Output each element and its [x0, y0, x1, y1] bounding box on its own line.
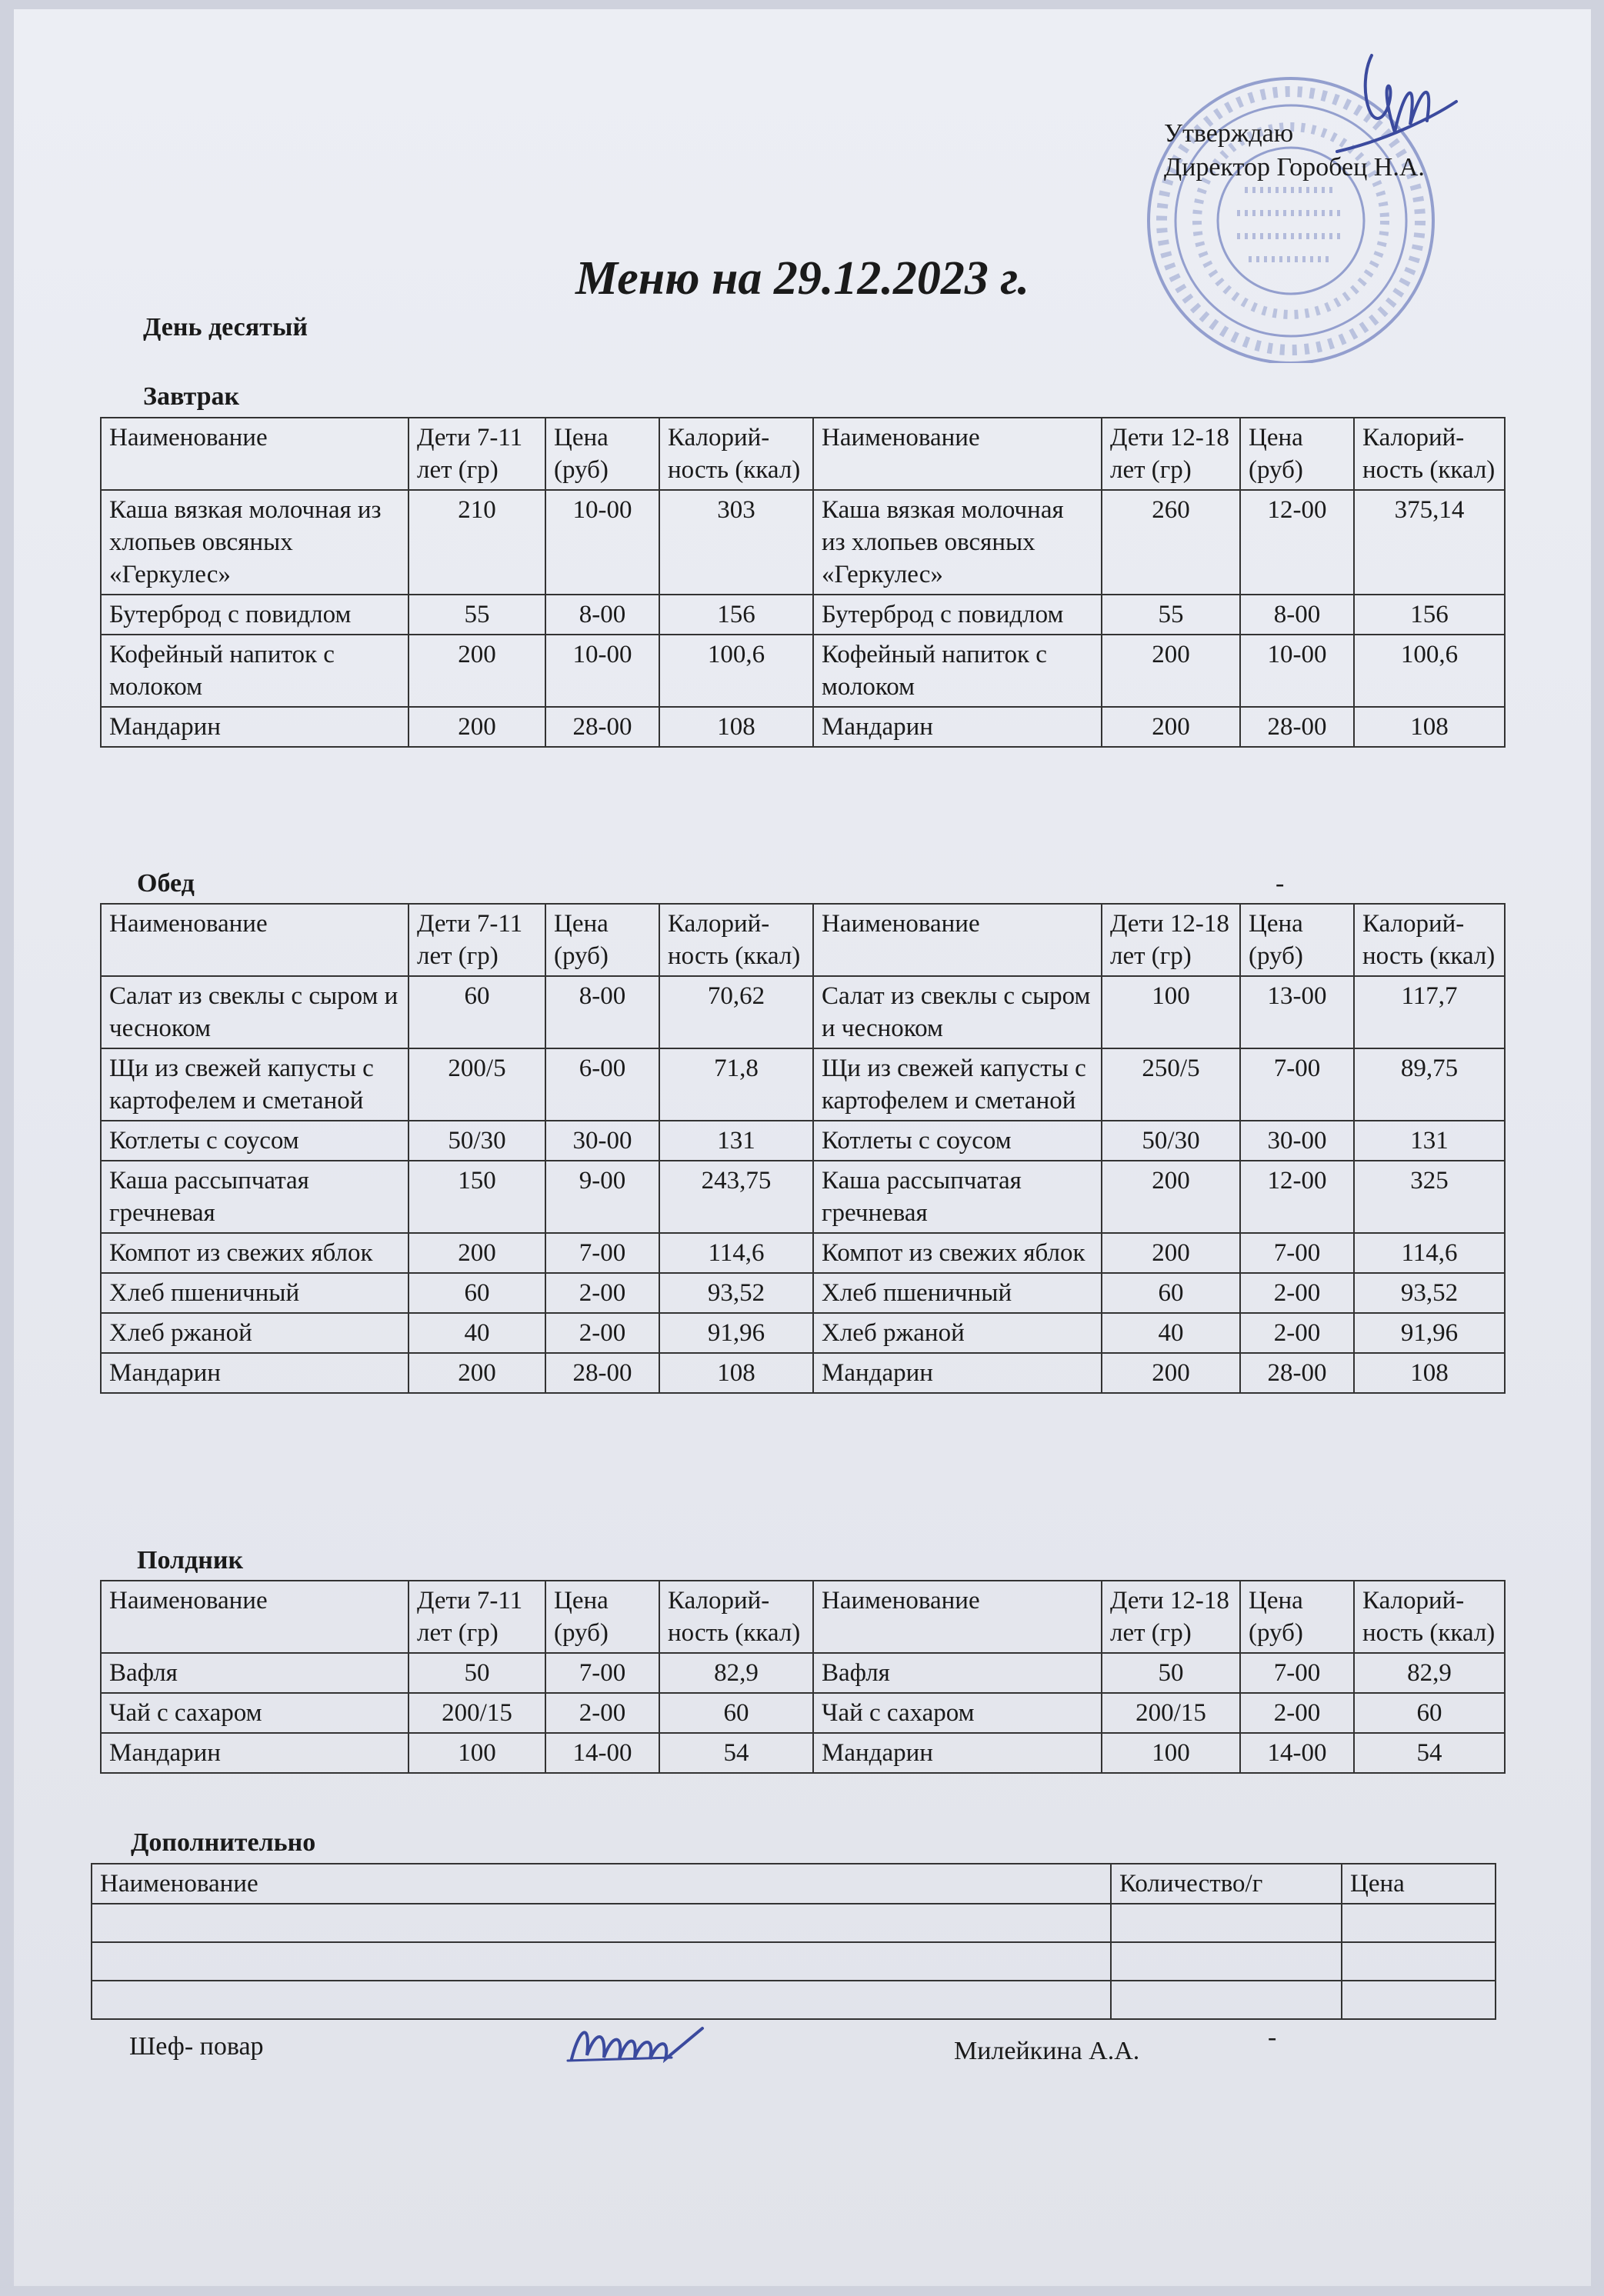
header-name: Наименование — [813, 1581, 1102, 1653]
dish-name: Щи из свежей капусты с картофелем и сметаной — [813, 1048, 1102, 1121]
table-row — [92, 1981, 1496, 2019]
header-name: Наименование — [92, 1864, 1111, 1904]
portion: 60 — [409, 976, 545, 1048]
table-row — [92, 1904, 1496, 1942]
empty-cell — [92, 1942, 1111, 1981]
calories: 91,96 — [659, 1313, 813, 1353]
portion: 200 — [409, 635, 545, 707]
dish-name: Котлеты с соусом — [813, 1121, 1102, 1161]
portion: 200 — [1102, 1161, 1240, 1233]
header-calories: Калорий-ность (ккал) — [1354, 418, 1505, 490]
header-calories: Калорий-ность (ккал) — [1354, 904, 1505, 976]
menu-title: Меню на 29.12.2023 г. — [575, 252, 1029, 305]
extra-title: Дополнительно — [131, 1828, 316, 1857]
header-kids-7-11: Дети 7-11 лет (гр) — [409, 418, 545, 490]
table-row — [101, 707, 1505, 747]
portion: 200/5 — [409, 1048, 545, 1121]
calories: 156 — [1354, 595, 1505, 635]
price: 28-00 — [545, 1353, 659, 1393]
table-row — [101, 595, 1505, 635]
dish-name: Каша вязкая молочная из хлопьев овсяных «Геркулес» — [101, 490, 409, 595]
calories: 108 — [659, 707, 813, 747]
dish-name: Хлеб ржаной — [813, 1313, 1102, 1353]
dish-name: Мандарин — [101, 1733, 409, 1773]
dish-name: Компот из свежих яблок — [101, 1233, 409, 1273]
header-name: Наименование — [813, 904, 1102, 976]
price: 30-00 — [545, 1121, 659, 1161]
dish-name: Мандарин — [101, 1353, 409, 1393]
portion: 200 — [1102, 707, 1240, 747]
calories: 100,6 — [659, 635, 813, 707]
calories: 375,14 — [1354, 490, 1505, 595]
header-kids-7-11: Дети 7-11 лет (гр) — [409, 1581, 545, 1653]
table-header-row — [101, 418, 1505, 490]
dish-name: Чай с сахаром — [813, 1693, 1102, 1733]
portion: 260 — [1102, 490, 1240, 595]
calories: 82,9 — [1354, 1653, 1505, 1693]
calories: 70,62 — [659, 976, 813, 1048]
dish-name: Мандарин — [101, 707, 409, 747]
table-row — [92, 1942, 1496, 1981]
price: 2-00 — [545, 1273, 659, 1313]
dish-name: Каша вязкая молочная из хлопьев овсяных «Геркулес» — [813, 490, 1102, 595]
portion: 40 — [1102, 1313, 1240, 1353]
calories: 114,6 — [659, 1233, 813, 1273]
calories: 100,6 — [1354, 635, 1505, 707]
portion: 200 — [1102, 635, 1240, 707]
price: 28-00 — [1240, 1353, 1354, 1393]
portion: 50 — [1102, 1653, 1240, 1693]
dish-name: Компот из свежих яблок — [813, 1233, 1102, 1273]
header-price: Цена (руб) — [545, 904, 659, 976]
dish-name: Кофейный напиток с молоком — [101, 635, 409, 707]
calories: 54 — [659, 1733, 813, 1773]
dish-name: Чай с сахаром — [101, 1693, 409, 1733]
table-row — [101, 1161, 1505, 1233]
calories: 71,8 — [659, 1048, 813, 1121]
portion: 100 — [409, 1733, 545, 1773]
empty-cell — [1342, 1942, 1496, 1981]
price: 12-00 — [1240, 490, 1354, 595]
header-kids-12-18: Дети 12-18 лет (гр) — [1102, 904, 1240, 976]
portion: 40 — [409, 1313, 545, 1353]
chef-name: Милейкина А.А. — [954, 2037, 1140, 2065]
lunch-title: Обед — [137, 869, 195, 898]
calories: 54 — [1354, 1733, 1505, 1773]
dish-name: Хлеб ржаной — [101, 1313, 409, 1353]
price: 7-00 — [545, 1233, 659, 1273]
lunch-table — [100, 903, 1506, 1394]
dish-name: Каша рассыпчатая гречневая — [813, 1161, 1102, 1233]
snack-title: Полдник — [137, 1546, 244, 1575]
table-row — [101, 976, 1505, 1048]
table-row — [101, 1653, 1505, 1693]
calories: 243,75 — [659, 1161, 813, 1233]
portion: 50/30 — [1102, 1121, 1240, 1161]
breakfast-table — [100, 417, 1506, 748]
calories: 89,75 — [1354, 1048, 1505, 1121]
header-price: Цена (руб) — [1240, 418, 1354, 490]
calories: 82,9 — [659, 1653, 813, 1693]
portion: 200 — [1102, 1353, 1240, 1393]
calories: 108 — [1354, 707, 1505, 747]
portion: 210 — [409, 490, 545, 595]
dish-name: Мандарин — [813, 707, 1102, 747]
dish-name: Щи из свежей капусты с картофелем и сметаной — [101, 1048, 409, 1121]
header-name: Наименование — [813, 418, 1102, 490]
header-price: Цена (руб) — [545, 418, 659, 490]
portion: 55 — [1102, 595, 1240, 635]
header-kids-12-18: Дети 12-18 лет (гр) — [1102, 1581, 1240, 1653]
portion: 60 — [1102, 1273, 1240, 1313]
portion: 50 — [409, 1653, 545, 1693]
header-price: Цена (руб) — [1240, 904, 1354, 976]
table-header-row — [92, 1864, 1496, 1904]
price: 6-00 — [545, 1048, 659, 1121]
table-row — [101, 1048, 1505, 1121]
price: 2-00 — [1240, 1313, 1354, 1353]
portion: 100 — [1102, 976, 1240, 1048]
price: 13-00 — [1240, 976, 1354, 1048]
calories: 114,6 — [1354, 1233, 1505, 1273]
empty-cell — [1342, 1904, 1496, 1942]
table-row — [101, 1733, 1505, 1773]
calories: 60 — [659, 1693, 813, 1733]
table-row — [101, 1233, 1505, 1273]
price: 9-00 — [545, 1161, 659, 1233]
price: 28-00 — [545, 707, 659, 747]
header-calories: Калорий-ность (ккал) — [659, 418, 813, 490]
stray-dash-mark: - — [1268, 2023, 1277, 2051]
calories: 156 — [659, 595, 813, 635]
dish-name: Бутерброд с повидлом — [813, 595, 1102, 635]
menu-document — [14, 9, 1591, 2286]
dish-name: Вафля — [101, 1653, 409, 1693]
header-calories: Калорий-ность (ккал) — [1354, 1581, 1505, 1653]
portion: 55 — [409, 595, 545, 635]
header-name: Наименование — [101, 1581, 409, 1653]
calories: 131 — [659, 1121, 813, 1161]
breakfast-title: Завтрак — [143, 382, 240, 411]
dish-name: Мандарин — [813, 1353, 1102, 1393]
calories: 91,96 — [1354, 1313, 1505, 1353]
table-row — [101, 1273, 1505, 1313]
calories: 108 — [659, 1353, 813, 1393]
table-row — [101, 490, 1505, 595]
price: 2-00 — [545, 1693, 659, 1733]
price: 10-00 — [1240, 635, 1354, 707]
price: 12-00 — [1240, 1161, 1354, 1233]
price: 10-00 — [545, 490, 659, 595]
price: 30-00 — [1240, 1121, 1354, 1161]
price: 2-00 — [545, 1313, 659, 1353]
price: 2-00 — [1240, 1693, 1354, 1733]
snack-table — [100, 1580, 1506, 1774]
dish-name: Салат из свеклы с сыром и чесноком — [813, 976, 1102, 1048]
portion: 50/30 — [409, 1121, 545, 1161]
price: 7-00 — [545, 1653, 659, 1693]
dish-name: Хлеб пшеничный — [101, 1273, 409, 1313]
dish-name: Бутерброд с повидлом — [101, 595, 409, 635]
header-quantity: Количество/г — [1111, 1864, 1342, 1904]
portion: 200/15 — [1102, 1693, 1240, 1733]
dish-name: Котлеты с соусом — [101, 1121, 409, 1161]
calories: 325 — [1354, 1161, 1505, 1233]
header-name: Наименование — [101, 904, 409, 976]
price: 7-00 — [1240, 1233, 1354, 1273]
dish-name: Каша рассыпчатая гречневая — [101, 1161, 409, 1233]
calories: 117,7 — [1354, 976, 1505, 1048]
price: 10-00 — [545, 635, 659, 707]
empty-cell — [1111, 1904, 1342, 1942]
price: 8-00 — [1240, 595, 1354, 635]
price: 14-00 — [1240, 1733, 1354, 1773]
dish-name: Кофейный напиток с молоком — [813, 635, 1102, 707]
day-label: День десятый — [143, 313, 308, 342]
portion: 200 — [409, 707, 545, 747]
dish-name: Хлеб пшеничный — [813, 1273, 1102, 1313]
dish-name: Вафля — [813, 1653, 1102, 1693]
header-calories: Калорий-ность (ккал) — [659, 904, 813, 976]
table-row — [101, 1313, 1505, 1353]
handwritten-signature — [564, 2013, 710, 2074]
price: 8-00 — [545, 976, 659, 1048]
portion: 200 — [409, 1353, 545, 1393]
table-header-row — [101, 904, 1505, 976]
calories: 131 — [1354, 1121, 1505, 1161]
portion: 60 — [409, 1273, 545, 1313]
stray-dash-mark: - — [1276, 869, 1285, 898]
header-price: Цена (руб) — [1240, 1581, 1354, 1653]
calories: 108 — [1354, 1353, 1505, 1393]
price: 14-00 — [545, 1733, 659, 1773]
header-kids-12-18: Дети 12-18 лет (гр) — [1102, 418, 1240, 490]
table-header-row — [101, 1581, 1505, 1653]
price: 2-00 — [1240, 1273, 1354, 1313]
header-price: Цена — [1342, 1864, 1496, 1904]
empty-cell — [1111, 1981, 1342, 2019]
extra-table — [91, 1863, 1496, 2020]
header-calories: Калорий-ность (ккал) — [659, 1581, 813, 1653]
school-seal-stamp — [1141, 25, 1464, 363]
header-price: Цена (руб) — [545, 1581, 659, 1653]
empty-cell — [92, 1904, 1111, 1942]
approval-line: Утверждаю — [1164, 119, 1294, 148]
portion: 200/15 — [409, 1693, 545, 1733]
header-name: Наименование — [101, 418, 409, 490]
empty-cell — [1111, 1942, 1342, 1981]
table-row — [101, 635, 1505, 707]
table-row — [101, 1353, 1505, 1393]
dish-name: Мандарин — [813, 1733, 1102, 1773]
empty-cell — [1342, 1981, 1496, 2019]
director-line: Директор Горобец Н.А. — [1164, 153, 1425, 182]
table-row — [101, 1693, 1505, 1733]
portion: 100 — [1102, 1733, 1240, 1773]
portion: 250/5 — [1102, 1048, 1240, 1121]
price: 28-00 — [1240, 707, 1354, 747]
header-kids-7-11: Дети 7-11 лет (гр) — [409, 904, 545, 976]
calories: 93,52 — [1354, 1273, 1505, 1313]
price: 7-00 — [1240, 1653, 1354, 1693]
dish-name: Салат из свеклы с сыром и чесноком — [101, 976, 409, 1048]
chef-role: Шеф- повар — [129, 2032, 264, 2061]
portion: 150 — [409, 1161, 545, 1233]
calories: 60 — [1354, 1693, 1505, 1733]
portion: 200 — [409, 1233, 545, 1273]
table-row — [101, 1121, 1505, 1161]
price: 8-00 — [545, 595, 659, 635]
price: 7-00 — [1240, 1048, 1354, 1121]
calories: 93,52 — [659, 1273, 813, 1313]
calories: 303 — [659, 490, 813, 595]
portion: 200 — [1102, 1233, 1240, 1273]
approval-block — [1164, 117, 1425, 185]
